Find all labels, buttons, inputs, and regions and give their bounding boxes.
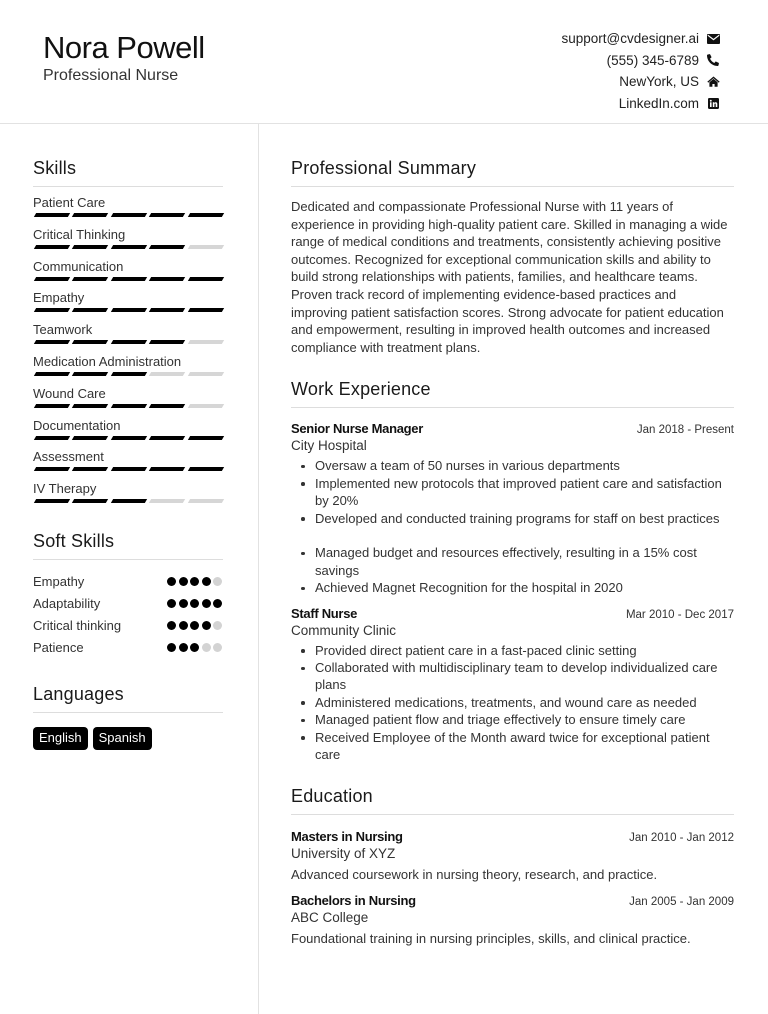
language-tag: English [33,727,88,750]
level-segment-filled [34,308,71,312]
level-segment-filled [149,467,186,471]
job-organization: Community Clinic [291,622,397,638]
candidate-name: Nora Powell [43,30,205,65]
skill-item [33,187,223,219]
level-segment-filled [34,499,71,503]
contact-email-text: support@cvdesigner.ai [561,31,699,47]
job-role: Senior Nurse Manager [291,421,423,437]
level-segment-filled [72,499,109,503]
soft-skill-item [33,593,223,615]
contact-list [561,28,720,114]
level-segment-filled [34,277,71,281]
job-bullet: Received Employee of the Month award twice for exceptional patient care [291,729,734,764]
home-icon [706,75,720,88]
job-bullet: Developed and conducted training programs for staff on best practices [291,510,734,527]
level-segment-empty [187,340,224,344]
languages-divider [33,712,223,713]
soft-skill-label: Patience [33,640,84,656]
sidebar [33,124,223,750]
level-segment-filled [149,277,186,281]
level-segment-filled [149,245,186,249]
language-tag: Spanish [93,727,152,750]
level-segment-filled [149,213,186,217]
level-segment-filled [72,213,109,217]
rating-dot-filled [202,599,211,608]
contact-linkedin-text: LinkedIn.com [618,95,699,111]
level-segment-filled [187,467,224,471]
level-segment-filled [111,308,148,312]
soft-skills-heading: Soft Skills [33,530,115,551]
level-segment-filled [34,436,71,440]
level-segment-filled [187,277,224,281]
level-segment-empty [149,372,186,376]
level-segment-filled [187,213,224,217]
job-bullets [291,642,734,764]
skill-level-bar [33,436,223,440]
education-date: Jan 2005 - Jan 2009 [629,896,734,909]
column-divider [258,124,259,1014]
soft-skills-divider [33,559,223,560]
school: ABC College [291,910,369,926]
skills-list [33,187,223,505]
level-segment-empty [187,372,224,376]
level-segment-filled [34,372,71,376]
level-segment-filled [111,213,148,217]
rating-dot-filled [202,577,211,586]
soft-skill-rating [167,599,223,608]
skill-label: Wound Care [33,385,106,401]
level-segment-filled [111,245,148,249]
job-date: Mar 2010 - Dec 2017 [625,608,734,621]
level-segment-filled [72,340,109,344]
rating-dot-filled [167,599,176,608]
level-segment-filled [111,340,148,344]
level-segment-filled [111,499,148,503]
contact-phone-text: (555) 345-6789 [606,52,699,68]
job-role: Staff Nurse [291,605,358,621]
rating-dot-filled [179,643,188,652]
skill-item [33,346,223,378]
skill-label: Documentation [33,417,121,433]
contact-location [561,71,720,93]
job-bullet: Provided direct patient care in a fast-paced clinic setting [291,642,734,659]
skill-level-bar [33,372,223,376]
soft-skill-label: Empathy [33,574,85,590]
skill-label: Empathy [33,290,85,306]
skill-level-bar [33,340,223,344]
level-segment-empty [149,499,186,503]
contact-linkedin[interactable] [561,93,720,115]
rating-dot-filled [179,621,188,630]
level-segment-filled [149,308,186,312]
rating-dot-filled [179,577,188,586]
skill-level-bar [33,277,223,281]
level-segment-filled [72,436,109,440]
level-segment-filled [34,213,71,217]
education-heading: Education [291,786,373,807]
level-segment-filled [187,436,224,440]
level-segment-filled [72,277,109,281]
level-segment-filled [34,340,71,344]
rating-dot-filled [167,621,176,630]
level-segment-filled [34,404,71,408]
rating-dot-filled [190,643,199,652]
education-date: Jan 2010 - Jan 2012 [629,832,734,845]
level-segment-filled [34,245,71,249]
summary-divider [291,186,734,187]
skill-item [33,282,223,314]
rating-dot-filled [167,577,176,586]
rating-dot-filled [202,621,211,630]
skill-level-bar [33,467,223,471]
rating-dot-empty [213,577,222,586]
education-entry [291,893,734,946]
job-bullet: Administered medications, treatments, and wound care as needed [291,694,734,711]
school: University of XYZ [291,846,396,862]
job-bullet: Managed budget and resources effectively, resulting in a 15% cost savings [291,544,734,579]
level-segment-filled [34,467,71,471]
bullet-spacer [291,527,734,544]
soft-skill-label: Critical thinking [33,618,122,634]
skill-level-bar [33,404,223,408]
skill-item [33,251,223,283]
skill-label: Patient Care [33,195,106,210]
soft-skill-item [33,637,223,659]
contact-phone[interactable] [561,50,720,72]
job-date: Jan 2018 - Present [636,424,734,437]
level-segment-filled [111,436,148,440]
rating-dot-empty [213,643,222,652]
degree: Bachelors in Nursing [291,893,416,909]
rating-dot-filled [190,621,199,630]
level-segment-empty [187,245,224,249]
main-content [291,124,734,946]
level-segment-empty [187,499,224,503]
level-segment-filled [111,467,148,471]
job-bullets [291,457,734,596]
level-segment-filled [111,404,148,408]
job-bullet: Implemented new protocols that improved patient care and satisfaction by 20% [291,475,734,510]
summary-heading: Professional Summary [291,158,477,178]
rating-dot-filled [179,599,188,608]
skill-level-bar [33,499,223,503]
skills-heading: Skills [33,158,77,178]
skill-label: Medication Administration [33,353,182,369]
rating-dot-filled [213,599,222,608]
skill-item [33,473,223,505]
level-segment-filled [149,340,186,344]
phone-icon [706,54,720,67]
job-bullet: Achieved Magnet Recognition for the hospital in 2020 [291,579,734,596]
languages-heading: Languages [33,683,124,704]
summary-text: Dedicated and compassionate Professional Nurse with 11 years of experience in providing high-quality patient care. Skilled in managing a wide range of medical conditions and treatments, consistently achieving positive outcomes. Recognized for exceptional communication skills and ability to build strong relationships with patients, families, and healthcare teams. Proven track record of implementing evidence-based practices and improving patient satisfaction scores. Strong advocate for patient education and empowerment, resulting in improved health outcomes and increased compliance with treatment plans. [291,199,728,355]
education-description: Foundational training in nursing principles, skills, and clinical practice. [291,931,691,947]
languages-list [33,727,223,750]
skill-item [33,410,223,442]
skill-level-bar [33,213,223,217]
job-bullet: Oversaw a team of 50 nurses in various departments [291,457,734,474]
level-segment-filled [72,372,109,376]
skill-level-bar [33,245,223,249]
skill-item [33,314,223,346]
level-segment-filled [187,308,224,312]
job-organization: City Hospital [291,438,367,454]
level-segment-filled [72,404,109,408]
soft-skill-rating [167,577,223,586]
level-segment-filled [111,372,148,376]
candidate-title: Professional Nurse [43,67,179,84]
level-segment-filled [72,467,109,471]
contact-location-text: NewYork, US [619,74,699,90]
soft-skill-rating [167,643,223,652]
soft-skills-list [33,571,223,659]
job-bullet: Managed patient flow and triage effectively to ensure timely care [291,711,734,728]
rating-dot-filled [190,599,199,608]
education-divider [291,814,734,815]
skill-label: Assessment [33,449,104,465]
skill-label: Communication [33,258,124,274]
soft-skill-label: Adaptability [33,596,101,612]
education-entry [291,829,734,882]
contact-email[interactable] [561,28,720,50]
job-entry [291,606,734,764]
linkedin-icon [706,97,720,110]
soft-skill-item [33,615,223,637]
level-segment-filled [149,436,186,440]
soft-skill-rating [167,621,223,630]
envelope-icon [706,32,720,45]
skill-item [33,378,223,410]
level-segment-filled [72,245,109,249]
soft-skill-item [33,571,223,593]
work-heading: Work Experience [291,379,431,400]
degree: Masters in Nursing [291,829,403,845]
work-divider [291,407,734,408]
rating-dot-empty [202,643,211,652]
job-entry [291,421,734,596]
education-description: Advanced coursework in nursing theory, research, and practice. [291,867,658,883]
skill-item [33,219,223,251]
rating-dot-filled [190,577,199,586]
skill-item [33,441,223,473]
rating-dot-empty [213,621,222,630]
resume-header [0,0,768,124]
skill-label: Teamwork [33,322,93,338]
level-segment-filled [149,404,186,408]
skill-level-bar [33,308,223,312]
skill-label: IV Therapy [33,481,97,497]
level-segment-filled [111,277,148,281]
job-bullet: Collaborated with multidisciplinary team to develop individualized care plans [291,659,734,694]
level-segment-empty [187,404,224,408]
rating-dot-filled [167,643,176,652]
level-segment-filled [72,308,109,312]
skill-label: Critical Thinking [33,226,126,242]
